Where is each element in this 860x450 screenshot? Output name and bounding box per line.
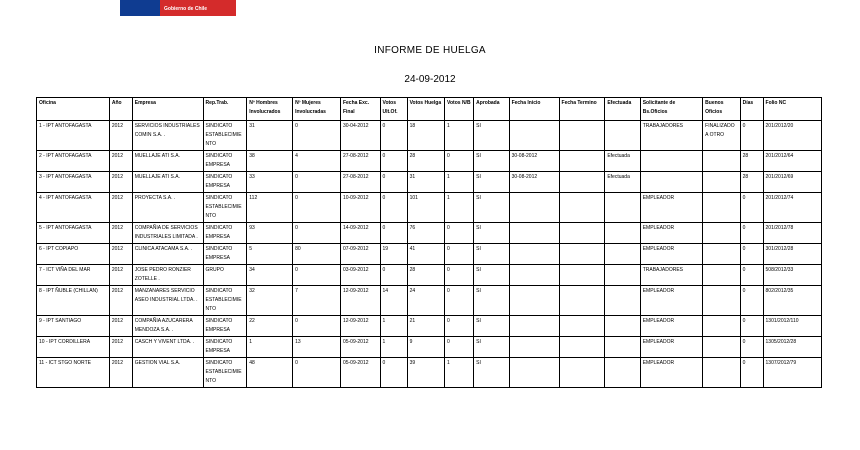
table-cell: 0 [740, 358, 763, 388]
table-cell: 12-09-2012 [340, 286, 380, 316]
table-cell [640, 151, 702, 172]
table-cell: 101 [407, 193, 444, 223]
table-cell: SINDICATO EMPRESA [203, 244, 247, 265]
table-cell: 1 [445, 172, 474, 193]
table-cell [703, 223, 740, 244]
logo-blue-block [120, 0, 160, 16]
table-cell: 201/2012/78 [763, 223, 821, 244]
table-cell: 0 [293, 316, 341, 337]
table-cell: 0 [740, 193, 763, 223]
table-cell [605, 337, 640, 358]
table-cell: 301/2012/28 [763, 244, 821, 265]
table-cell: 1 [445, 193, 474, 223]
table-cell [559, 358, 605, 388]
table-cell [703, 337, 740, 358]
table-cell [605, 286, 640, 316]
table-cell: CLINICA ATACAMA S.A. . [132, 244, 203, 265]
table-cell: COMPAÑIA AZUCARERA MENDOZA S.A. . [132, 316, 203, 337]
column-header: Votos N/B [445, 98, 474, 121]
table-cell [559, 337, 605, 358]
table-cell: 41 [407, 244, 444, 265]
table-cell: 1 [445, 358, 474, 388]
table-cell: 9 [407, 337, 444, 358]
table-cell [605, 316, 640, 337]
table-row [37, 151, 822, 172]
table-cell: MUELLAJE ATI S.A. [132, 151, 203, 172]
table-cell [605, 223, 640, 244]
table-cell [559, 244, 605, 265]
table-cell: 28 [740, 151, 763, 172]
table-cell: SINDICATO EMPRESA [203, 337, 247, 358]
column-header: Fecha Exc. Final [340, 98, 380, 121]
table-cell: 32 [247, 286, 293, 316]
table-cell [559, 193, 605, 223]
column-header: Votos Ult.Of. [380, 98, 407, 121]
table-cell: 5 [247, 244, 293, 265]
table-cell: 0 [740, 337, 763, 358]
table-cell: EMPLEADOR [640, 286, 702, 316]
table-cell: 2012 [109, 121, 132, 151]
table-cell [559, 151, 605, 172]
table-cell: 34 [247, 265, 293, 286]
table-body [37, 121, 822, 388]
table-cell: SI [474, 316, 509, 337]
table-cell: 0 [380, 265, 407, 286]
table-cell: MUELLAJE ATI S.A. [132, 172, 203, 193]
table-cell [703, 286, 740, 316]
table-cell: TRABAJADORES [640, 121, 702, 151]
table-cell: SERVICIOS INDUSTRIALES COMIN S.A. . [132, 121, 203, 151]
table-cell: 31 [407, 172, 444, 193]
table-cell: 2012 [109, 244, 132, 265]
table-cell: 0 [380, 121, 407, 151]
table-cell: 1 [445, 121, 474, 151]
table-row [37, 337, 822, 358]
table-cell [559, 121, 605, 151]
table-cell: SI [474, 244, 509, 265]
table-cell: 27-08-2012 [340, 151, 380, 172]
table-cell: 21 [407, 316, 444, 337]
table-cell: SINDICATO EMPRESA [203, 172, 247, 193]
table-cell: 0 [445, 223, 474, 244]
table-cell: 1307/2012/79 [763, 358, 821, 388]
table-cell: 93 [247, 223, 293, 244]
table-cell: 80 [293, 244, 341, 265]
table-cell [509, 244, 559, 265]
table-cell: 0 [445, 151, 474, 172]
table-cell [509, 337, 559, 358]
column-header: Nº Hombres Involucrados [247, 98, 293, 121]
table-cell: 201/2012/69 [763, 172, 821, 193]
table-cell: 05-09-2012 [340, 337, 380, 358]
table-cell: 24 [407, 286, 444, 316]
table-cell: TRABAJADORES [640, 265, 702, 286]
table-cell: EMPLEADOR [640, 223, 702, 244]
table-cell: SINDICATO ESTABLECIMIENTO [203, 358, 247, 388]
table-cell: EMPLEADOR [640, 244, 702, 265]
column-header: Rep.Trab. [203, 98, 247, 121]
table-cell [605, 244, 640, 265]
table-cell [703, 172, 740, 193]
table-cell: 0 [445, 265, 474, 286]
table-cell: 28 [407, 265, 444, 286]
table-cell: 0 [293, 265, 341, 286]
table-cell: CASCH Y VIVENT LTDA. . [132, 337, 203, 358]
table-cell [509, 265, 559, 286]
column-header: Aprobada [474, 98, 509, 121]
table-cell: 4 [293, 151, 341, 172]
column-header: Empresa [132, 98, 203, 121]
table-cell [559, 286, 605, 316]
table-cell: 2012 [109, 172, 132, 193]
table-cell: 2012 [109, 223, 132, 244]
table-header-row [37, 98, 822, 121]
table-cell: 0 [380, 151, 407, 172]
column-header: Nº Mujeres Involucradas [293, 98, 341, 121]
table-cell [559, 223, 605, 244]
table-cell [703, 358, 740, 388]
table-cell: SI [474, 172, 509, 193]
table-cell: 38 [247, 151, 293, 172]
table-cell: 27-08-2012 [340, 172, 380, 193]
table-cell: SI [474, 193, 509, 223]
table-cell [703, 316, 740, 337]
table-cell: 2012 [109, 337, 132, 358]
table-row [37, 223, 822, 244]
table-row [37, 121, 822, 151]
table-row [37, 193, 822, 223]
table-cell: 30-04-2012 [340, 121, 380, 151]
table-cell: 0 [293, 121, 341, 151]
table-row [37, 286, 822, 316]
table-cell: 2012 [109, 286, 132, 316]
table-cell: GESTION VIAL S.A. [132, 358, 203, 388]
table-cell: SINDICATO EMPRESA [203, 151, 247, 172]
table-cell: EMPLEADOR [640, 337, 702, 358]
table-cell: 0 [445, 316, 474, 337]
table-cell: 2012 [109, 265, 132, 286]
column-header: Votos Huelga [407, 98, 444, 121]
table-cell: SINDICATO ESTABLECIMIENTO [203, 121, 247, 151]
table-cell: 31 [247, 121, 293, 151]
table-cell: 802/2012/35 [763, 286, 821, 316]
table-cell: 1 [247, 337, 293, 358]
column-header: Año [109, 98, 132, 121]
table-cell [605, 265, 640, 286]
strike-report-table [36, 97, 822, 388]
table-cell: 07-09-2012 [340, 244, 380, 265]
table-cell [509, 286, 559, 316]
table-cell: 1 [380, 337, 407, 358]
table-cell: 10-09-2012 [340, 193, 380, 223]
table-cell: SINDICATO ESTABLECIMIENTO [203, 286, 247, 316]
table-cell: 0 [293, 223, 341, 244]
table-cell: 28 [407, 151, 444, 172]
table-cell: 1305/2012/28 [763, 337, 821, 358]
table-cell: EMPLEADOR [640, 316, 702, 337]
table-cell [703, 244, 740, 265]
table-cell: 0 [380, 223, 407, 244]
table-cell: EMPLEADOR [640, 193, 702, 223]
table-cell: 03-09-2012 [340, 265, 380, 286]
table-cell [703, 265, 740, 286]
table-cell: 201/2012/74 [763, 193, 821, 223]
table-cell: 0 [445, 244, 474, 265]
table-cell: 2012 [109, 316, 132, 337]
table-cell: COMPAÑIA DE SERVICIOS INDUSTRIALES LIMITADA . [132, 223, 203, 244]
table-cell: 22 [247, 316, 293, 337]
table-cell [559, 265, 605, 286]
table-cell: Efectuada [605, 172, 640, 193]
table-cell: 508/2012/33 [763, 265, 821, 286]
table-cell [605, 121, 640, 151]
table-cell [509, 223, 559, 244]
table-cell: 30-08-2012 [509, 172, 559, 193]
table-cell: 0 [445, 286, 474, 316]
table-cell: 0 [380, 358, 407, 388]
table-cell: 5 - IPT ANTOFAGASTA [37, 223, 110, 244]
table-cell: 0 [740, 316, 763, 337]
table-cell: 0 [445, 337, 474, 358]
table-cell: 8 - IPT ÑUBLE (CHILLAN) [37, 286, 110, 316]
table-cell [605, 358, 640, 388]
table-cell: 0 [293, 193, 341, 223]
table-cell: 1 [380, 316, 407, 337]
table-cell: 2012 [109, 151, 132, 172]
table-cell [703, 193, 740, 223]
table-cell: 0 [740, 121, 763, 151]
table-row [37, 358, 822, 388]
table-cell: 0 [293, 172, 341, 193]
table-cell: GRUPO [203, 265, 247, 286]
table-cell: 7 [293, 286, 341, 316]
table-cell: 0 [380, 193, 407, 223]
table-cell [703, 151, 740, 172]
table-cell: 1 - IPT ANTOFAGASTA [37, 121, 110, 151]
table-cell: 13 [293, 337, 341, 358]
table-cell: 14 [380, 286, 407, 316]
column-header: Buenos Oficios [703, 98, 740, 121]
table-cell [559, 316, 605, 337]
table-cell: 0 [380, 172, 407, 193]
table-cell: SINDICATO EMPRESA [203, 223, 247, 244]
column-header: Solicitante de Bs.Oficios [640, 98, 702, 121]
gobierno-logo [120, 0, 236, 16]
table-cell: SI [474, 358, 509, 388]
table-cell: 14-09-2012 [340, 223, 380, 244]
table-cell: 30-08-2012 [509, 151, 559, 172]
report-date: 24-09-2012 [404, 74, 456, 85]
table-cell: SINDICATO ESTABLECIMIENTO [203, 193, 247, 223]
table-cell: 0 [740, 265, 763, 286]
column-header: Fecha Inicio [509, 98, 559, 121]
table-cell: 11 - ICT STGO NORTE [37, 358, 110, 388]
table-cell: MANZANARES SERVICIO ASEO INDUSTRIAL LTDA. . [132, 286, 203, 316]
table-cell: 1301/2012/110 [763, 316, 821, 337]
table-cell: PROYECTA S.A. . [132, 193, 203, 223]
table-cell: SI [474, 265, 509, 286]
table-cell: 6 - IPT COPIAPO [37, 244, 110, 265]
table-cell: FINALIZADO A OTRO [703, 121, 740, 151]
table-cell: EMPLEADOR [640, 358, 702, 388]
table-cell: 2 - IPT ANTOFAGASTA [37, 151, 110, 172]
table-cell: 0 [740, 244, 763, 265]
table-cell: JOSE PEDRO RONZIER ZOTELLE . [132, 265, 203, 286]
table-cell: 76 [407, 223, 444, 244]
table-cell: SI [474, 151, 509, 172]
table-cell: 18 [407, 121, 444, 151]
column-header: Folio NC [763, 98, 821, 121]
table-cell: SINDICATO EMPRESA [203, 316, 247, 337]
table-cell [509, 193, 559, 223]
table-cell [640, 172, 702, 193]
table-cell: 201/2012/20 [763, 121, 821, 151]
table-cell: 33 [247, 172, 293, 193]
table-cell: SI [474, 286, 509, 316]
table-cell: 19 [380, 244, 407, 265]
table-cell: 12-09-2012 [340, 316, 380, 337]
table-cell: 7 - ICT VIÑA DEL MAR [37, 265, 110, 286]
table-cell: 48 [247, 358, 293, 388]
table-cell [509, 121, 559, 151]
table-row [37, 172, 822, 193]
table-cell [559, 172, 605, 193]
table-row [37, 316, 822, 337]
table-cell: 2012 [109, 358, 132, 388]
column-header: Fecha Termino [559, 98, 605, 121]
column-header: Efectuada [605, 98, 640, 121]
table-cell: 112 [247, 193, 293, 223]
table-cell: 39 [407, 358, 444, 388]
table-cell: 0 [293, 358, 341, 388]
table-cell: 0 [740, 223, 763, 244]
table-cell: SI [474, 337, 509, 358]
table-cell: 2012 [109, 193, 132, 223]
report-title: INFORME DE HUELGA [374, 45, 486, 56]
table-row [37, 244, 822, 265]
table-cell [509, 316, 559, 337]
table-cell: SI [474, 223, 509, 244]
table-cell: SI [474, 121, 509, 151]
table-cell: 28 [740, 172, 763, 193]
table-cell: 3 - IPT ANTOFAGASTA [37, 172, 110, 193]
column-header: Oficina [37, 98, 110, 121]
table-cell: 9 - IPT SANTIAGO [37, 316, 110, 337]
table-cell [605, 193, 640, 223]
table-cell: 05-09-2012 [340, 358, 380, 388]
table-cell: 10 - IPT CORDILLERA [37, 337, 110, 358]
column-header: Días [740, 98, 763, 121]
table-row [37, 265, 822, 286]
table-cell: 4 - IPT ANTOFAGASTA [37, 193, 110, 223]
table-cell: 0 [740, 286, 763, 316]
logo-text: Gobierno de Chile [164, 6, 208, 12]
table-cell [509, 358, 559, 388]
table-cell: 201/2012/64 [763, 151, 821, 172]
table-cell: Efectuada [605, 151, 640, 172]
